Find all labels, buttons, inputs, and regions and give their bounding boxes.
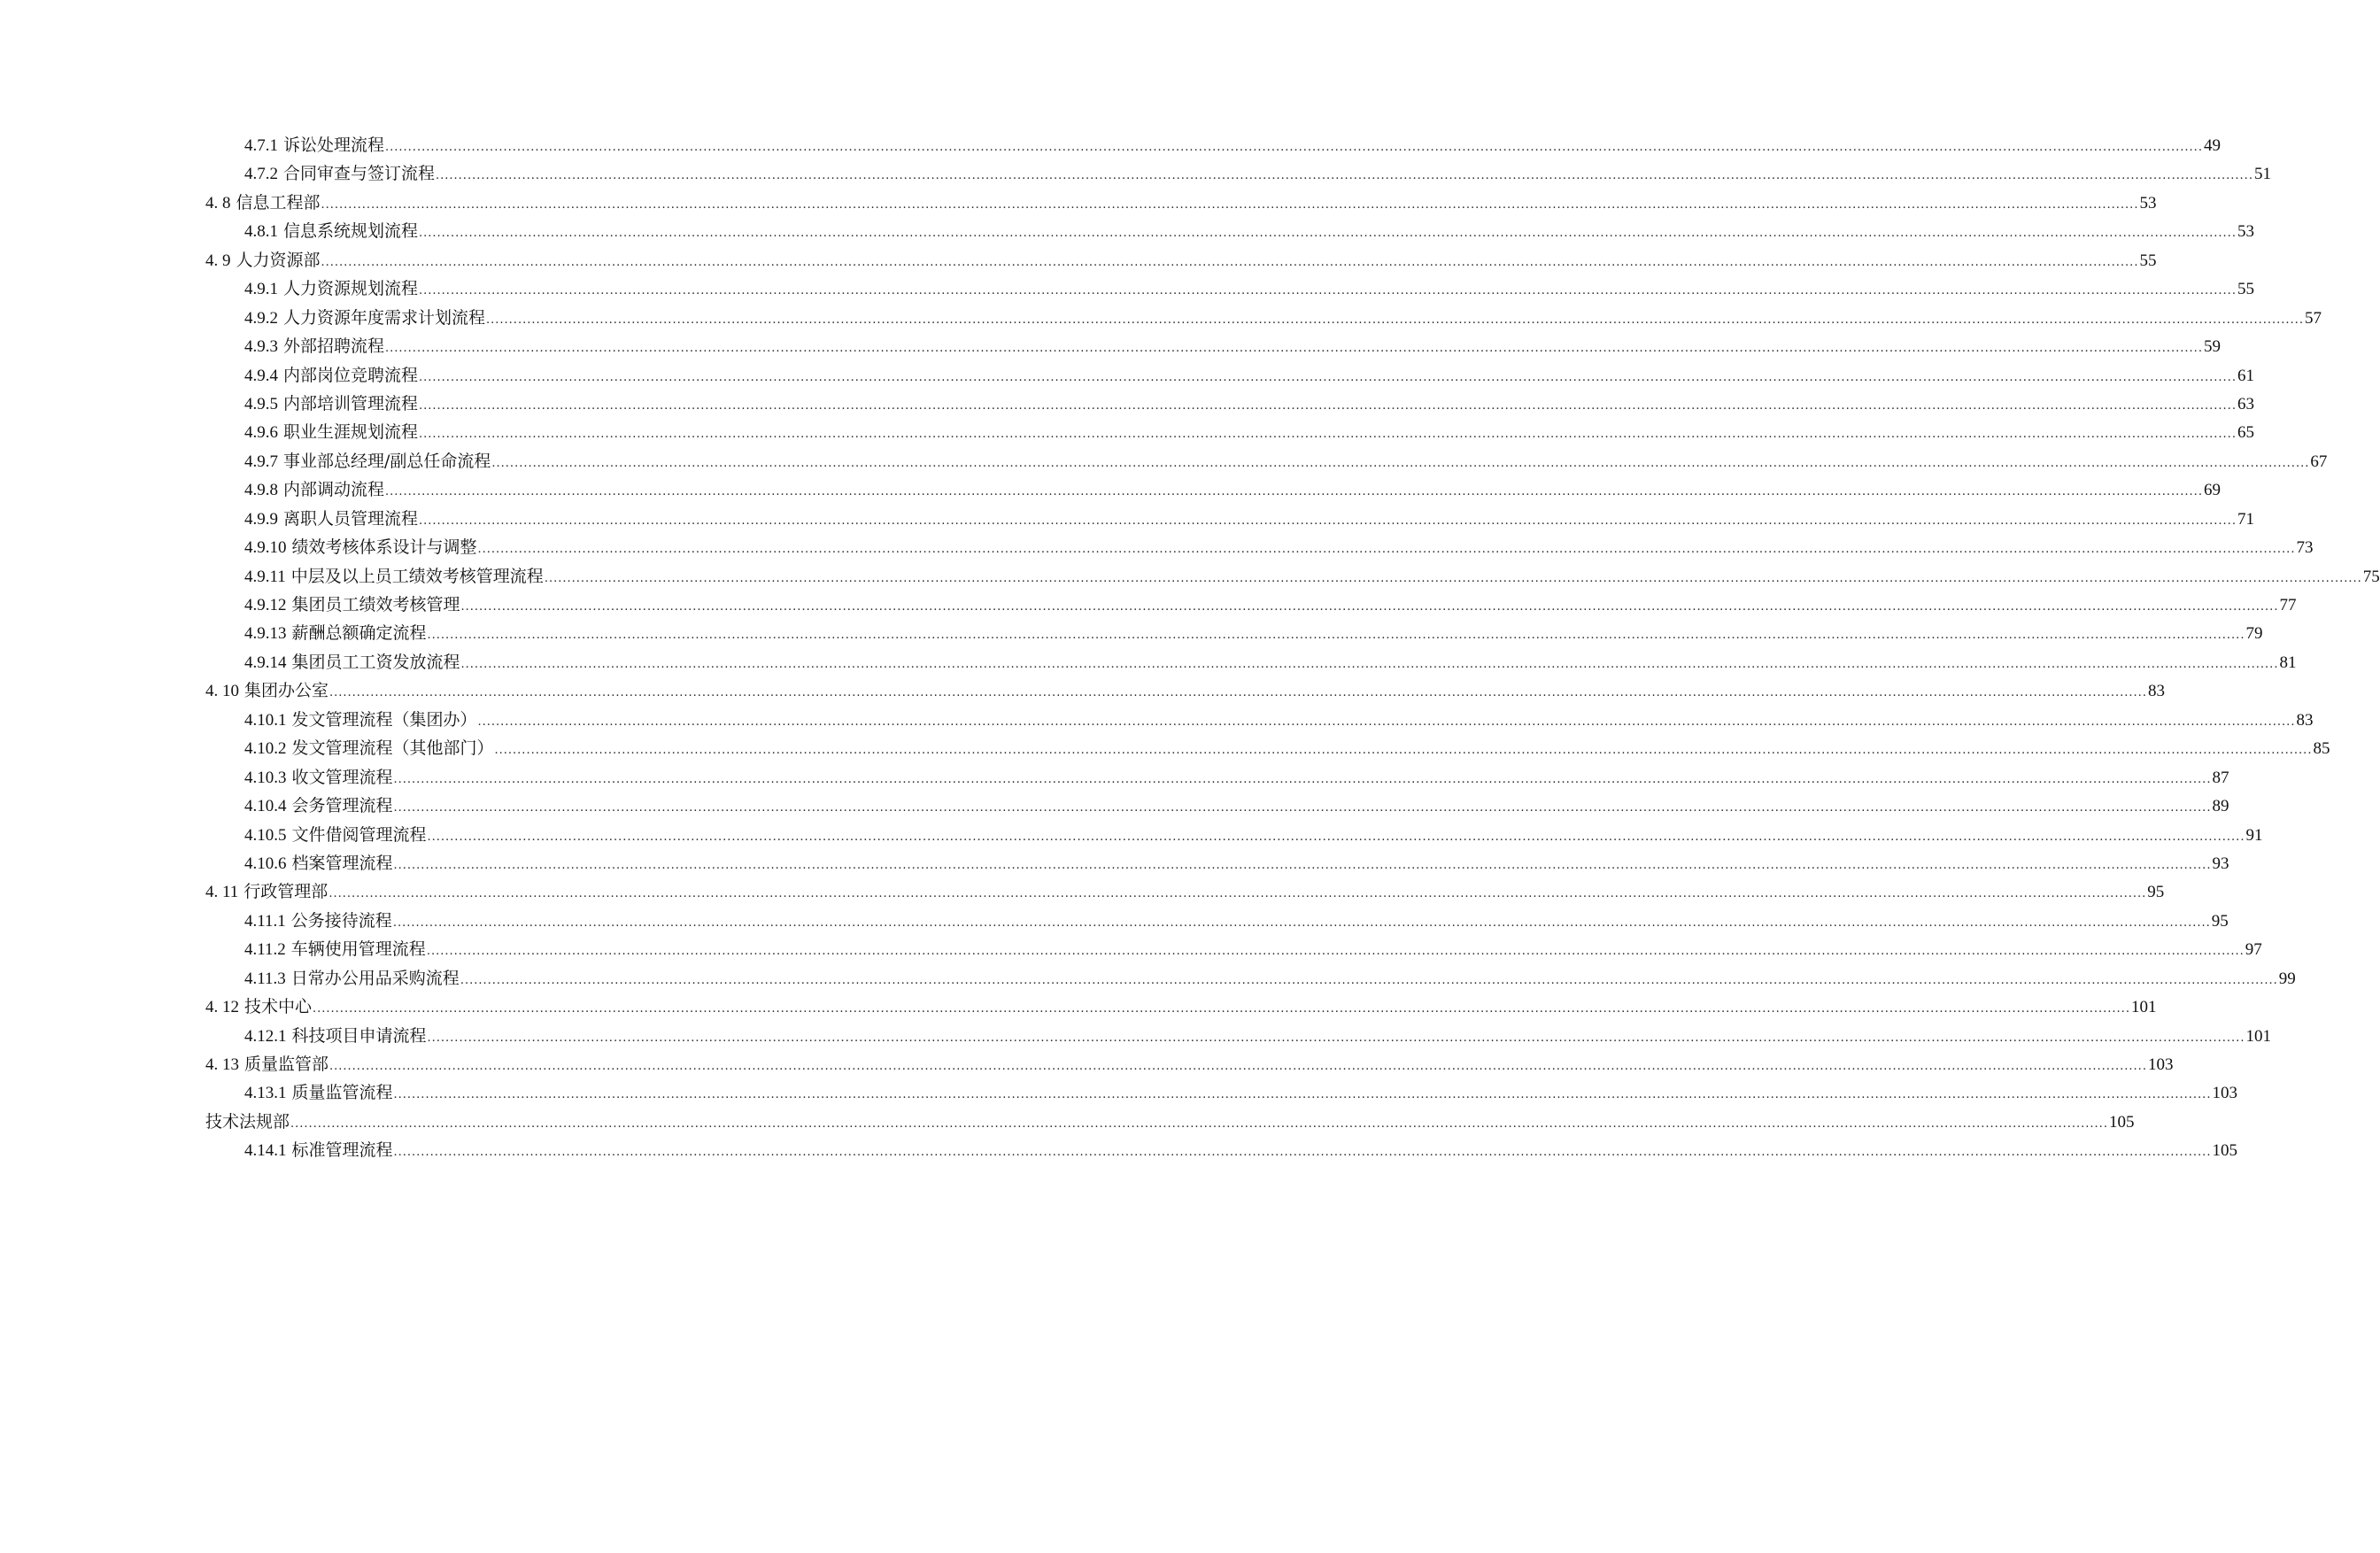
toc-entry-number: 4.10.1: [244, 710, 287, 730]
toc-page-number: 93: [2212, 854, 2229, 873]
toc-leader-dots: ................................................................................................................................................................................................................................................................................................................................................................................................................: [393, 772, 2212, 786]
toc-entry-number: 4. 8: [205, 193, 231, 212]
toc-entry-number: 4.9.9: [244, 509, 278, 529]
toc-leader-dots: ................................................................................................................................................................................................................................................................................................................................................................................................................: [477, 543, 2296, 557]
toc-leader-dots: ................................................................................................................................................................................................................................................................................................................................................................................................................: [477, 715, 2296, 729]
toc-entry[interactable]: [205, 505, 2254, 533]
toc-leader-dots: ................................................................................................................................................................................................................................................................................................................................................................................................................: [419, 370, 2237, 384]
toc-entry[interactable]: [205, 274, 2254, 303]
toc-entry-text: [244, 849, 393, 878]
toc-page-number: 97: [2245, 940, 2262, 960]
toc-page-number: 61: [2237, 366, 2254, 385]
toc-entry-text: [244, 332, 384, 361]
toc-entry-title: 诉讼处理流程: [283, 135, 385, 155]
toc-entry-number: 4.10.3: [244, 768, 287, 787]
toc-entry-number: 4. 11: [205, 883, 239, 902]
toc-entry-text: [205, 676, 328, 706]
toc-entry-number: 4.10.4: [244, 797, 287, 816]
toc-page-number: 95: [2211, 911, 2229, 931]
toc-entry-text: [244, 706, 477, 735]
toc-leader-dots: ................................................................................................................................................................................................................................................................................................................................................................................................................: [460, 600, 2279, 614]
toc-entry[interactable]: [205, 591, 2297, 619]
toc-entry-title: 人力资源部: [236, 250, 321, 270]
toc-entry-text: [205, 877, 328, 907]
toc-page-number: 59: [2203, 337, 2221, 357]
toc-entry-title: 行政管理部: [243, 882, 328, 902]
toc-page-number: 65: [2237, 423, 2254, 443]
toc-leader-dots: ................................................................................................................................................................................................................................................................................................................................................................................................................: [427, 1031, 2245, 1045]
toc-entry-title: 质量监管部: [244, 1055, 329, 1074]
toc-entry-title: 技术法规部: [205, 1111, 290, 1132]
toc-entry-title: 中层及以上员工绩效考核管理流程: [290, 566, 544, 586]
toc-page-number: 99: [2278, 969, 2296, 988]
toc-entry-number: 4.9.12: [244, 596, 287, 614]
toc-leader-dots: ................................................................................................................................................................................................................................................................................................................................................................................................................: [329, 686, 2147, 700]
toc-page-number: 89: [2212, 797, 2229, 816]
toc-leader-dots: ................................................................................................................................................................................................................................................................................................................................................................................................................: [426, 945, 2245, 959]
toc-entry-text: [244, 274, 418, 304]
toc-page-number: 101: [2130, 998, 2157, 1017]
toc-page-number: 67: [2310, 452, 2328, 471]
toc-entry-text: [244, 533, 477, 562]
toc-leader-dots: ................................................................................................................................................................................................................................................................................................................................................................................................................: [427, 629, 2245, 643]
toc-entry-text: [244, 964, 460, 993]
toc-entry-text: [244, 447, 491, 476]
toc-entry-text: [244, 217, 418, 246]
toc-leader-dots: ................................................................................................................................................................................................................................................................................................................................................................................................................: [385, 141, 2203, 154]
toc-entry-text: [244, 734, 494, 763]
toc-entry-title: 外部招聘流程: [283, 336, 385, 357]
toc-entry[interactable]: [205, 763, 2229, 792]
toc-entry[interactable]: [205, 907, 2229, 935]
toc-entry[interactable]: [205, 217, 2254, 245]
toc-entry-title: 发文管理流程（其他部门）: [291, 738, 494, 759]
toc-page-number: 69: [2203, 481, 2221, 500]
toc-leader-dots: ................................................................................................................................................................................................................................................................................................................................................................................................................: [385, 485, 2203, 499]
toc-entry-text: [244, 763, 393, 792]
toc-entry-title: 内部岗位竞聘流程: [283, 365, 419, 385]
toc-entry[interactable]: [205, 246, 2157, 274]
toc-entry-title: 技术中心: [244, 997, 313, 1017]
toc-page-number: 103: [2212, 1084, 2237, 1103]
toc-entry-title: 事业部总经理/副总任命流程: [283, 451, 491, 471]
toc-entry[interactable]: [205, 1136, 2237, 1164]
toc-entry-title: 科技项目申请流程: [291, 1025, 427, 1046]
toc-entry-title: 收文管理流程: [291, 767, 393, 787]
toc-entry-text: [205, 1108, 290, 1136]
toc-page-number: 57: [2304, 308, 2322, 328]
toc-entry-number: 4. 9: [205, 251, 231, 270]
toc-leader-dots: ................................................................................................................................................................................................................................................................................................................................................................................................................: [329, 1060, 2147, 1073]
toc-leader-dots: ................................................................................................................................................................................................................................................................................................................................................................................................................: [494, 744, 2313, 758]
toc-entry[interactable]: [205, 676, 2165, 705]
toc-entry-text: [205, 1050, 328, 1079]
toc-entry[interactable]: [205, 993, 2157, 1021]
toc-leader-dots: ................................................................................................................................................................................................................................................................................................................................................................................................................: [460, 973, 2278, 987]
toc-page-number: 53: [2139, 193, 2157, 212]
toc-page-number: 95: [2147, 883, 2165, 902]
toc-entry-title: 信息工程部: [236, 192, 321, 212]
toc-entry[interactable]: [205, 159, 2271, 188]
toc-entry-text: [244, 361, 418, 390]
toc-entry-title: 日常办公用品采购流程: [290, 968, 460, 988]
toc-entry-text: [244, 131, 384, 160]
toc-entry-number: 4.14.1: [244, 1141, 287, 1161]
toc-page-number: 83: [2296, 710, 2314, 730]
toc-entry[interactable]: [205, 1078, 2237, 1107]
toc-entry[interactable]: [205, 533, 2314, 561]
toc-page-number: 75: [2362, 567, 2380, 586]
toc-entry-text: [244, 792, 393, 821]
toc-entry-number: 4.11.3: [244, 969, 286, 988]
toc-entry[interactable]: [205, 619, 2263, 647]
toc-entry-text: [205, 189, 321, 218]
toc-leader-dots: ................................................................................................................................................................................................................................................................................................................................................................................................................: [419, 284, 2237, 298]
toc-entry[interactable]: [205, 964, 2296, 993]
toc-entry-text: [244, 505, 418, 534]
toc-entry-number: 4.12.1: [244, 1026, 287, 1046]
toc-entry-text: [244, 159, 435, 189]
toc-leader-dots: ................................................................................................................................................................................................................................................................................................................................................................................................................: [419, 227, 2237, 241]
toc-entry[interactable]: [205, 418, 2254, 446]
toc-entry[interactable]: [205, 792, 2229, 820]
toc-entry-title: 档案管理流程: [291, 853, 393, 873]
toc-entry-number: 4.10.6: [244, 854, 287, 873]
toc-page-number: 49: [2203, 136, 2221, 155]
toc-leader-dots: ................................................................................................................................................................................................................................................................................................................................................................................................................: [290, 1116, 2108, 1131]
toc-entry-title: 绩效考核体系设计与调整: [291, 537, 477, 558]
toc-entry-number: 4. 12: [205, 998, 239, 1017]
toc-entry-number: 4.9.10: [244, 538, 287, 558]
toc-entry-title: 车辆使用管理流程: [290, 939, 426, 960]
toc-entry-title: 职业生涯规划流程: [283, 422, 419, 443]
toc-page-number: 91: [2245, 825, 2263, 845]
toc-entry[interactable]: [205, 1050, 2174, 1078]
toc-leader-dots: ................................................................................................................................................................................................................................................................................................................................................................................................................: [385, 342, 2203, 356]
toc-entry-number: 4. 10: [205, 682, 239, 701]
toc-leader-dots: ................................................................................................................................................................................................................................................................................................................................................................................................................: [321, 197, 2139, 212]
toc-entry-title: 内部调动流程: [283, 480, 385, 500]
toc-entry[interactable]: [205, 877, 2165, 906]
toc-entry-text: [244, 1136, 393, 1165]
toc-entry-title: 信息系统规划流程: [283, 221, 419, 242]
toc-entry[interactable]: [205, 734, 2330, 762]
toc-entry[interactable]: [205, 390, 2254, 418]
toc-leader-dots: ................................................................................................................................................................................................................................................................................................................................................................................................................: [393, 858, 2212, 872]
toc-entry-text: [244, 821, 427, 850]
toc-entry-number: 4.9.4: [244, 366, 278, 385]
toc-entry[interactable]: [205, 849, 2229, 877]
toc-page-number: 77: [2279, 596, 2297, 614]
toc-leader-dots: ................................................................................................................................................................................................................................................................................................................................................................................................................: [419, 514, 2237, 528]
toc-entry-title: 薪酬总额确定流程: [291, 623, 427, 644]
toc-page-number: 103: [2147, 1055, 2174, 1074]
toc-entry[interactable]: [205, 706, 2314, 734]
toc-entry-number: 4.9.6: [244, 423, 278, 443]
toc-entry[interactable]: [205, 935, 2262, 963]
toc-page-number: 55: [2139, 251, 2157, 270]
toc-entry-number: 4. 13: [205, 1055, 239, 1074]
toc-page-number: 51: [2253, 165, 2271, 184]
toc-entry-text: [244, 475, 384, 505]
toc-entry-title: 会务管理流程: [291, 796, 393, 816]
toc-leader-dots: ................................................................................................................................................................................................................................................................................................................................................................................................................: [486, 313, 2304, 327]
toc-entry-title: 集团员工绩效考核管理: [291, 595, 460, 614]
toc-page-number: 101: [2245, 1026, 2271, 1046]
toc-leader-dots: ................................................................................................................................................................................................................................................................................................................................................................................................................: [393, 801, 2212, 815]
toc-entry[interactable]: [205, 648, 2297, 676]
toc-entry-text: [244, 1078, 393, 1108]
toc-leader-dots: ................................................................................................................................................................................................................................................................................................................................................................................................................: [491, 456, 2310, 470]
toc-entry-text: [244, 619, 427, 648]
toc-entry[interactable]: [205, 1022, 2271, 1050]
toc-entry-number: 4.10.5: [244, 825, 287, 845]
toc-entry-number: 4.9.7: [244, 452, 278, 471]
toc-page-number: 105: [2108, 1112, 2135, 1132]
toc-entry-text: [244, 1022, 427, 1051]
toc-entry-title: 公务接待流程: [290, 910, 392, 931]
toc-entry[interactable]: [205, 131, 2221, 159]
toc-leader-dots: ................................................................................................................................................................................................................................................................................................................................................................................................................: [460, 657, 2279, 671]
toc-page-number: 83: [2147, 682, 2165, 701]
toc-entry-number: 4.9.11: [244, 567, 286, 586]
toc-entry-number: 4.13.1: [244, 1084, 287, 1103]
toc-entry[interactable]: [205, 332, 2221, 360]
toc-entry-text: [244, 648, 460, 677]
toc-entry[interactable]: [205, 475, 2221, 504]
toc-page-number: 85: [2313, 739, 2330, 759]
toc-entry-number: 4.8.1: [244, 222, 278, 242]
toc-leader-dots: ................................................................................................................................................................................................................................................................................................................................................................................................................: [427, 830, 2245, 844]
toc-page-number: 71: [2237, 509, 2254, 529]
toc-entry-number: 4.11.1: [244, 911, 286, 931]
toc-entry[interactable]: [205, 447, 2328, 475]
toc-entry-text: [244, 418, 418, 447]
toc-entry-text: [205, 246, 321, 275]
toc-entry-text: [244, 591, 460, 620]
toc-entry-title: 离职人员管理流程: [283, 508, 419, 529]
toc-entry-title: 集团办公室: [244, 681, 329, 701]
toc-leader-dots: ................................................................................................................................................................................................................................................................................................................................................................................................................: [321, 255, 2139, 269]
toc-entry-text: [244, 562, 544, 591]
toc-page-number: 73: [2296, 538, 2314, 558]
toc-entry-number: 4.9.2: [244, 308, 278, 328]
toc-leader-dots: ................................................................................................................................................................................................................................................................................................................................................................................................................: [313, 1002, 2130, 1016]
toc-entry-text: [244, 935, 426, 964]
toc-leader-dots: ................................................................................................................................................................................................................................................................................................................................................................................................................: [419, 398, 2237, 413]
toc-page-number: 79: [2245, 624, 2263, 644]
toc-entry[interactable]: [205, 361, 2254, 390]
toc-entry[interactable]: [205, 1108, 2135, 1136]
toc-entry-title: 标准管理流程: [291, 1140, 393, 1161]
toc-page-number: 63: [2237, 394, 2254, 413]
toc-leader-dots: ................................................................................................................................................................................................................................................................................................................................................................................................................: [393, 1146, 2212, 1160]
toc-entry-title: 发文管理流程（集团办）: [291, 709, 477, 730]
toc-entry[interactable]: [205, 189, 2157, 217]
toc-entry-text: [244, 304, 485, 333]
toc-entry-title: 文件借阅管理流程: [291, 824, 427, 845]
toc-leader-dots: ................................................................................................................................................................................................................................................................................................................................................................................................................: [393, 1088, 2212, 1102]
toc-leader-dots: ................................................................................................................................................................................................................................................................................................................................................................................................................: [544, 571, 2362, 585]
toc-entry-number: 4.9.3: [244, 337, 278, 357]
toc-entry-number: 4.10.2: [244, 739, 287, 759]
toc-entry-title: 人力资源年度需求计划流程: [283, 307, 486, 328]
toc-entry-number: 4.9.8: [244, 481, 278, 500]
toc-entry-title: 内部培训管理流程: [283, 393, 419, 413]
toc-entry-number: 4.9.13: [244, 624, 287, 644]
toc-leader-dots: ................................................................................................................................................................................................................................................................................................................................................................................................................: [328, 887, 2147, 901]
toc-page-number: 81: [2279, 653, 2297, 672]
toc-entry-number: 4.9.1: [244, 280, 278, 299]
toc-entry-title: 人力资源规划流程: [283, 279, 419, 299]
toc-page-number: 55: [2237, 280, 2254, 299]
toc-leader-dots: ................................................................................................................................................................................................................................................................................................................................................................................................................: [392, 916, 2211, 930]
table-of-contents: [205, 131, 2380, 1165]
toc-entry[interactable]: [205, 821, 2263, 849]
toc-entry-number: 4.11.2: [244, 940, 286, 960]
toc-page-number: 87: [2212, 768, 2229, 787]
toc-page-number: 105: [2212, 1141, 2237, 1161]
toc-entry-text: [205, 993, 312, 1022]
toc-entry-title: 合同审查与签订流程: [283, 164, 436, 184]
toc-page-number: 53: [2237, 222, 2254, 242]
toc-entry-title: 质量监管流程: [291, 1083, 393, 1103]
toc-leader-dots: ................................................................................................................................................................................................................................................................................................................................................................................................................: [419, 428, 2237, 442]
toc-leader-dots: ................................................................................................................................................................................................................................................................................................................................................................................................................: [436, 169, 2253, 183]
toc-entry-number: 4.9.5: [244, 394, 278, 413]
toc-entry-number: 4.7.1: [244, 136, 278, 155]
toc-entry-number: 4.7.2: [244, 165, 278, 184]
toc-entry-text: [244, 390, 418, 419]
toc-entry-number: 4.9.14: [244, 653, 287, 672]
toc-entry[interactable]: [205, 304, 2322, 332]
toc-entry-title: 集团员工工资发放流程: [291, 652, 460, 672]
toc-entry-text: [244, 907, 392, 936]
toc-entry[interactable]: [205, 562, 2380, 591]
